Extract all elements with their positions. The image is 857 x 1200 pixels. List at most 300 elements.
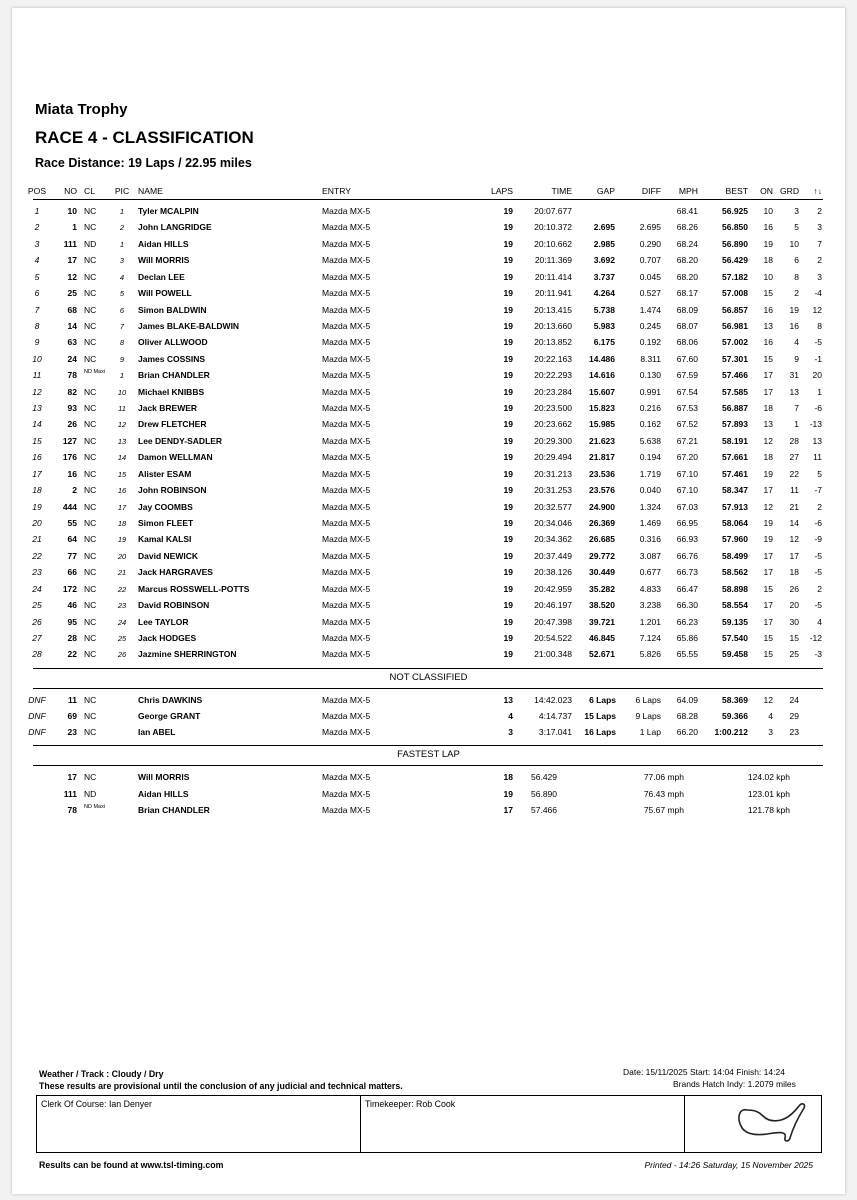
cell-entry: Mazda MX-5	[322, 419, 371, 430]
cell-driver: John ROBINSON	[138, 485, 207, 496]
cell-class: NC	[84, 600, 97, 611]
cell-mph: 68.20	[676, 255, 698, 266]
table-row	[0, 802, 857, 818]
race-title: RACE 4 - CLASSIFICATION	[35, 128, 254, 147]
cell-driver: Jay COOMBS	[138, 501, 193, 512]
cell-mph: 67.60	[676, 353, 698, 364]
cell-class: NC	[84, 468, 97, 479]
cell-best: 57.585	[722, 386, 748, 397]
cell-best: 56.890	[722, 238, 748, 249]
cell-diff: 7.124	[639, 632, 661, 643]
provisional-disclaimer: These results are provisional until the conclusion of any judicial and technical matters.	[39, 1081, 403, 1091]
cell-pos: 25	[32, 600, 42, 611]
cell-pic: 17	[117, 502, 127, 512]
cell-grid: 11	[790, 485, 799, 496]
cell-mph: 68.17	[676, 288, 698, 299]
cell-pic: 24	[117, 617, 127, 627]
cell-mph: 67.53	[676, 403, 698, 414]
cell-on: 15	[763, 632, 773, 643]
cell-laps: 19	[503, 649, 513, 660]
cell-mph: 64.09	[676, 695, 698, 705]
table-row	[0, 646, 857, 662]
cell-positions-gained: -6	[814, 517, 822, 528]
cell-mph: 67.03	[676, 501, 698, 512]
cell-mph: 77.06 mph	[643, 772, 684, 782]
cell-best: 57.661	[722, 452, 748, 463]
cell-entry: Mazda MX-5	[322, 632, 371, 643]
cell-gap: 30.449	[589, 567, 615, 578]
cell-no: 22	[67, 649, 77, 660]
cell-gap: 35.282	[589, 583, 615, 594]
cell-driver: Jack BREWER	[138, 403, 198, 414]
cell-time: 20:22.163	[534, 353, 572, 364]
cell-grid: 5	[794, 222, 799, 233]
cell-gap: 15.985	[589, 419, 615, 430]
cell-positions-gained: 2	[817, 206, 822, 216]
cell-on: 17	[763, 485, 773, 496]
cell-entry: Mazda MX-5	[322, 727, 371, 738]
cell-laps: 19	[503, 370, 513, 381]
cell-mph: 66.93	[676, 534, 698, 545]
cell-pic: 1	[119, 239, 125, 249]
col-no: NO	[64, 186, 77, 196]
cell-pic: 8	[119, 338, 125, 348]
cell-on: 3	[768, 727, 773, 738]
cell-pos: 13	[32, 403, 42, 414]
cell-gap: 39.721	[589, 616, 615, 627]
header-rule	[33, 199, 823, 200]
cell-diff: 4.833	[639, 583, 661, 594]
table-row	[0, 416, 857, 432]
cell-pos: 16	[32, 452, 42, 463]
cell-on: 10	[763, 206, 773, 216]
cell-gap: 15.823	[589, 403, 615, 414]
col-time: TIME	[551, 186, 572, 196]
cell-laps: 19	[503, 320, 513, 331]
cell-diff: 5.826	[639, 649, 661, 660]
cell-positions-gained: 8	[817, 320, 822, 331]
cell-laps: 19	[503, 452, 513, 463]
cell-positions-gained: 1	[817, 386, 822, 397]
cell-lap: 17	[503, 805, 513, 815]
cell-no: 63	[67, 337, 77, 348]
cell-on: 12	[763, 501, 773, 512]
cell-best: 58.499	[722, 550, 748, 561]
cell-class: ND Maxi	[84, 369, 106, 376]
cell-diff: 8.311	[640, 353, 661, 364]
cell-mph: 68.24	[676, 238, 698, 249]
cell-gap: 6 Laps	[589, 695, 616, 705]
cell-grid: 16	[789, 320, 799, 331]
table-row	[0, 400, 857, 416]
cell-diff: 0.290	[639, 238, 661, 249]
cell-entry: Mazda MX-5	[322, 550, 371, 561]
cell-no: 69	[67, 711, 77, 722]
cell-grid: 30	[789, 616, 799, 627]
cell-no: 78	[67, 805, 77, 815]
cell-pos: 5	[34, 271, 40, 282]
cell-class: NC	[84, 353, 97, 364]
cell-entry: Mazda MX-5	[322, 206, 371, 216]
cell-laps: 19	[503, 485, 513, 496]
cell-entry: Mazda MX-5	[322, 435, 371, 446]
cell-best: 57.960	[722, 534, 748, 545]
cell-positions-gained: -5	[814, 550, 822, 561]
cell-gap: 14.616	[589, 370, 615, 381]
cell-mph: 66.20	[676, 727, 698, 738]
cell-no: 111	[63, 238, 77, 249]
cell-pos: 11	[32, 370, 42, 381]
cell-driver: David ROBINSON	[138, 600, 210, 611]
cell-positions-gained: -6	[814, 403, 822, 414]
cell-pos: 17	[32, 468, 42, 479]
cell-mph: 66.47	[676, 583, 698, 594]
cell-mph: 67.52	[676, 419, 698, 430]
cell-pic: 7	[119, 321, 125, 331]
cell-pic: 21	[117, 568, 127, 578]
cell-positions-gained: -3	[814, 649, 822, 660]
cell-best: 56.925	[722, 206, 748, 216]
cell-gap: 5.738	[593, 304, 615, 315]
cell-laps: 19	[503, 534, 513, 545]
cell-time: 20:31.253	[534, 485, 572, 496]
cell-grid: 4	[794, 337, 799, 348]
cell-on: 17	[763, 370, 773, 381]
cell-pic: 16	[117, 486, 127, 496]
cell-class: NC	[84, 772, 97, 782]
table-row	[0, 367, 857, 383]
cell-time: 20:29.494	[534, 452, 572, 463]
cell-grid: 27	[789, 452, 799, 463]
cell-gap: 15.607	[589, 386, 615, 397]
cell-gap: 24.900	[589, 501, 615, 512]
cell-driver: James COSSINS	[138, 353, 206, 364]
cell-driver: David NEWICK	[138, 550, 198, 561]
cell-class: NC	[84, 727, 97, 738]
cell-best: 57.182	[722, 271, 748, 282]
cell-on: 19	[763, 534, 773, 545]
cell-mph: 65.55	[676, 649, 698, 660]
cell-diff: 3.238	[639, 600, 661, 611]
cell-kph: 121.78 kph	[747, 805, 790, 815]
cell-mph: 67.10	[676, 485, 698, 496]
cell-driver: Ian ABEL	[138, 727, 176, 738]
cell-mph: 67.20	[676, 452, 698, 463]
table-row	[0, 769, 857, 785]
cell-grid: 7	[794, 403, 799, 414]
cell-entry: Mazda MX-5	[322, 711, 371, 722]
cell-driver: Will MORRIS	[138, 772, 190, 782]
cell-class: ND	[84, 238, 97, 249]
cell-mph: 67.21	[676, 435, 698, 446]
cell-no: 444	[62, 501, 77, 512]
cell-gap: 23.536	[589, 468, 615, 479]
cell-pos: 8	[34, 320, 40, 331]
cell-on: 4	[768, 711, 773, 722]
cell-mph: 67.54	[676, 386, 698, 397]
cell-grid: 3	[794, 206, 799, 216]
cell-no: 1	[72, 222, 77, 233]
cell-diff: 0.194	[639, 452, 661, 463]
cell-on: 19	[763, 517, 773, 528]
cell-entry: Mazda MX-5	[322, 452, 371, 463]
cell-class: NC	[84, 711, 97, 722]
cell-best: 58.369	[722, 695, 748, 705]
table-row	[0, 433, 857, 449]
cell-entry: Mazda MX-5	[322, 788, 371, 799]
cell-on: 13	[763, 320, 773, 331]
cell-driver: Alister ESAM	[138, 468, 192, 479]
cell-entry: Mazda MX-5	[322, 238, 371, 249]
cell-entry: Mazda MX-5	[322, 353, 371, 364]
cell-grid: 15	[789, 632, 799, 643]
cell-diff: 1.201	[639, 616, 661, 627]
cell-positions-gained: -5	[814, 600, 822, 611]
cell-positions-gained: 2	[817, 501, 822, 512]
cell-class: NC	[84, 534, 97, 545]
cell-pic: 3	[119, 256, 125, 266]
cell-time: 20:13.660	[534, 320, 572, 331]
cell-entry: Mazda MX-5	[322, 534, 371, 545]
circuit-map-icon	[709, 1098, 809, 1146]
cell-driver: Simon FLEET	[138, 517, 194, 528]
cell-laps: 19	[503, 435, 513, 446]
cell-class: NC	[84, 288, 97, 299]
cell-pos: 28	[32, 649, 42, 660]
cell-best: 59.458	[722, 649, 748, 660]
cell-gap: 23.576	[589, 485, 615, 496]
cell-positions-gained: 12	[812, 304, 822, 315]
cell-no: 95	[67, 616, 77, 627]
cell-entry: Mazda MX-5	[322, 772, 371, 782]
cell-laps: 19	[503, 567, 513, 578]
cell-time: 57.466	[531, 805, 557, 815]
cell-driver: Jazmine SHERRINGTON	[138, 649, 237, 660]
cell-time: 20:23.662	[534, 419, 572, 430]
cell-mph: 66.95	[676, 517, 698, 528]
cell-driver: Jack HARGRAVES	[138, 567, 213, 578]
cell-no: 24	[67, 353, 77, 364]
cell-pic: 19	[117, 535, 127, 545]
table-row	[0, 449, 857, 465]
cell-pos: 24	[32, 583, 42, 594]
cell-driver: Marcus ROSSWELL-POTTS	[138, 583, 250, 594]
col-gap: GAP	[596, 186, 615, 196]
cell-laps: 19	[503, 386, 513, 397]
cell-time: 20:13.852	[534, 337, 572, 348]
cell-class: NC	[84, 304, 97, 315]
cell-on: 18	[763, 403, 773, 414]
cell-diff: 0.316	[639, 534, 661, 545]
cell-gap: 26.369	[589, 517, 615, 528]
cell-diff: 5.638	[639, 435, 661, 446]
cell-entry: Mazda MX-5	[322, 695, 371, 705]
cell-laps: 19	[503, 419, 513, 430]
cell-driver: Kamal KALSI	[138, 534, 192, 545]
section-rule	[33, 765, 823, 766]
cell-driver: James BLAKE-BALDWIN	[138, 320, 240, 331]
cell-no: 55	[67, 517, 77, 528]
cell-no: 77	[67, 550, 77, 561]
table-row	[0, 724, 857, 740]
cell-on: 10	[763, 271, 773, 282]
cell-mph: 67.59	[676, 370, 698, 381]
cell-positions-gained: -1	[814, 353, 822, 364]
cell-driver: Lee TAYLOR	[138, 616, 189, 627]
cell-best: 58.562	[722, 567, 748, 578]
cell-laps: 19	[503, 632, 513, 643]
cell-time: 20:54.522	[534, 632, 572, 643]
cell-mph: 68.20	[676, 271, 698, 282]
column-header-row	[0, 183, 857, 199]
cell-driver: John LANGRIDGE	[138, 222, 212, 233]
cell-positions-gained: -13	[809, 419, 822, 430]
cell-best: 58.064	[722, 517, 748, 528]
table-row	[0, 630, 857, 646]
cell-driver: Lee DENDY-SADLER	[138, 435, 223, 446]
cell-on: 18	[763, 452, 773, 463]
cell-pic: 12	[117, 420, 127, 430]
cell-driver: Brian CHANDLER	[138, 805, 210, 815]
cell-class: NC	[84, 452, 97, 463]
cell-gap: 26.685	[589, 534, 615, 545]
cell-laps: 19	[503, 403, 513, 414]
cell-positions-gained: 13	[812, 435, 822, 446]
cell-no: 17	[67, 255, 77, 266]
cell-laps: 13	[503, 695, 513, 705]
col-diff: DIFF	[641, 186, 661, 196]
cell-mph: 66.73	[676, 567, 698, 578]
cell-pos: 3	[34, 238, 40, 249]
cell-laps: 19	[503, 271, 513, 282]
cell-class: NC	[84, 550, 97, 561]
cell-pic: 26	[117, 650, 127, 660]
divider	[684, 1096, 685, 1152]
col-best: BEST	[725, 186, 748, 196]
section-rule	[33, 745, 823, 746]
signature-box	[36, 1095, 822, 1153]
cell-grid: 12	[789, 534, 799, 545]
cell-laps: 19	[503, 468, 513, 479]
cell-diff: 0.707	[639, 255, 661, 266]
col-pic: PIC	[114, 186, 130, 196]
cell-entry: Mazda MX-5	[322, 517, 371, 528]
cell-diff: 0.192	[639, 337, 661, 348]
cell-gap: 14.486	[589, 353, 615, 364]
cell-no: 93	[67, 403, 77, 414]
cell-best: 56.857	[722, 304, 748, 315]
cell-grid: 20	[789, 600, 799, 611]
cell-gap: 52.671	[589, 649, 615, 660]
table-row	[0, 692, 857, 708]
cell-grid: 21	[789, 501, 799, 512]
cell-pos: 12	[32, 386, 42, 397]
cell-entry: Mazda MX-5	[322, 805, 371, 815]
cell-pic: 9	[119, 354, 125, 364]
cell-gap: 16 Laps	[584, 727, 616, 738]
cell-pic: 11	[118, 404, 126, 414]
cell-grid: 9	[794, 353, 799, 364]
cell-positions-gained: -4	[814, 288, 822, 299]
col-name: NAME	[138, 186, 163, 196]
results-url: Results can be found at www.tsl-timing.com	[39, 1160, 224, 1170]
cell-pos: 23	[32, 567, 42, 578]
cell-time: 20:23.500	[534, 403, 572, 414]
cell-diff: 0.130	[639, 370, 661, 381]
cell-class: NC	[84, 386, 97, 397]
cell-positions-gained: 20	[812, 370, 822, 381]
cell-mph: 76.43 mph	[643, 788, 684, 799]
cell-best: 58.898	[722, 583, 748, 594]
cell-best: 56.981	[722, 320, 748, 331]
cell-best: 56.429	[722, 255, 748, 266]
cell-no: 25	[67, 288, 77, 299]
cell-on: 15	[763, 583, 773, 594]
cell-grid: 10	[789, 238, 799, 249]
cell-laps: 19	[503, 288, 513, 299]
cell-on: 17	[763, 550, 773, 561]
cell-grid: 14	[789, 517, 799, 528]
table-row	[0, 708, 857, 724]
cell-pos: 20	[32, 517, 42, 528]
cell-laps: 19	[503, 206, 513, 216]
table-row	[0, 302, 857, 318]
cell-grid: 13	[789, 386, 799, 397]
cell-on: 16	[763, 304, 773, 315]
cell-time: 56.429	[531, 772, 557, 782]
cell-mph: 68.41	[676, 206, 698, 216]
cell-status: DNF	[28, 711, 46, 722]
cell-best: 57.301	[722, 353, 748, 364]
cell-time: 20:29.300	[534, 435, 572, 446]
cell-gap: 6.175	[593, 337, 615, 348]
cell-diff: 6 Laps	[635, 695, 661, 705]
cell-diff: 0.677	[639, 567, 661, 578]
cell-gap: 2.695	[593, 222, 615, 233]
cell-best: 57.008	[722, 288, 748, 299]
cell-driver: Aidan HILLS	[138, 788, 189, 799]
weather-track: Weather / Track : Cloudy / Dry	[39, 1069, 164, 1079]
cell-time: 14:42.023	[534, 695, 572, 705]
cell-class: NC	[84, 567, 97, 578]
cell-no: 82	[67, 386, 77, 397]
cell-driver: Tyler MCALPIN	[138, 206, 199, 216]
table-row	[0, 515, 857, 531]
cell-pic: 25	[117, 633, 127, 643]
cell-pos: 22	[32, 550, 42, 561]
cell-on: 17	[763, 567, 773, 578]
cell-diff: 2.695	[639, 222, 661, 233]
cell-kph: 123.01 kph	[747, 788, 790, 799]
not-classified-title: NOT CLASSIFIED	[389, 672, 468, 683]
cell-gap: 15 Laps	[584, 711, 616, 722]
cell-driver: Brian CHANDLER	[138, 370, 210, 381]
cell-laps: 19	[503, 304, 513, 315]
cell-grid: 28	[789, 435, 799, 446]
cell-diff: 3.087	[639, 550, 661, 561]
cell-time: 56.890	[531, 788, 557, 799]
cell-no: 78	[67, 370, 77, 381]
cell-time: 20:10.372	[534, 222, 572, 233]
col-pos: POS	[27, 186, 47, 196]
cell-no: 2	[72, 485, 77, 496]
cell-diff: 1 Lap	[639, 727, 661, 738]
cell-mph: 66.23	[676, 616, 698, 627]
cell-positions-gained: 3	[817, 271, 822, 282]
cell-positions-gained: 5	[817, 468, 822, 479]
cell-pic: 1	[119, 371, 125, 381]
cell-entry: Mazda MX-5	[322, 304, 371, 315]
